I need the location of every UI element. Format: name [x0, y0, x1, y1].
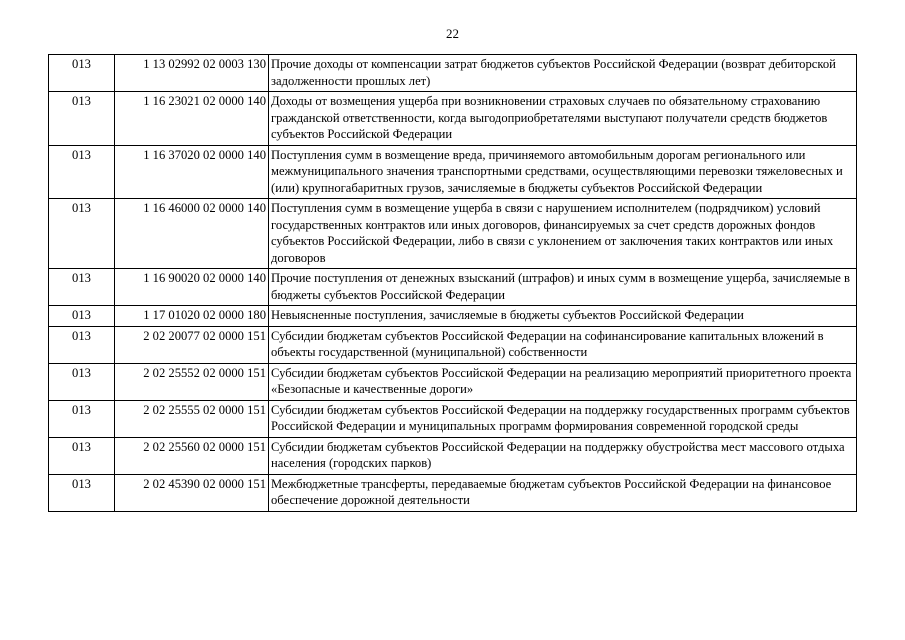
revenue-name-cell: Поступления сумм в возмещение ущерба в связи с нарушением исполнителем (подрядчиком) условий государственных контрактов или иных договоров, финансируемых за счет средств дорожных фондов субъектов Российской Федерации, либо в связи с уклонением от заключения таких контрактов или иных договоров: [269, 199, 857, 269]
admin-code-cell: 013: [49, 269, 115, 306]
revenue-name-cell: Прочие поступления от денежных взысканий (штрафов) и иных сумм в возмещение ущерба, зачисляемые в бюджеты субъектов Российской Федерации: [269, 269, 857, 306]
kbk-code-cell: 2 02 25560 02 0000 151: [115, 437, 269, 474]
admin-code-cell: 013: [49, 199, 115, 269]
admin-code-cell: 013: [49, 363, 115, 400]
revenue-name-cell: Субсидии бюджетам субъектов Российской Федерации на реализацию мероприятий приоритетного проекта «Безопасные и качественные дороги»: [269, 363, 857, 400]
admin-code-cell: 013: [49, 400, 115, 437]
table-row: [49, 55, 857, 92]
admin-code-cell: 013: [49, 306, 115, 327]
table-row: [49, 474, 857, 511]
revenue-name-cell: Межбюджетные трансферты, передаваемые бюджетам субъектов Российской Федерации на финансовое обеспечение дорожной деятельности: [269, 474, 857, 511]
kbk-code-cell: 1 16 23021 02 0000 140: [115, 92, 269, 146]
kbk-code-cell: 2 02 25552 02 0000 151: [115, 363, 269, 400]
admin-code-cell: 013: [49, 474, 115, 511]
revenue-name-cell: Прочие доходы от компенсации затрат бюджетов субъектов Российской Федерации (возврат дебиторской задолженности прошлых лет): [269, 55, 857, 92]
table-row: [49, 400, 857, 437]
kbk-code-cell: 1 16 37020 02 0000 140: [115, 145, 269, 199]
revenue-name-cell: Доходы от возмещения ущерба при возникновении страховых случаев по обязательному страхованию гражданской ответственности, когда выгодоприобретателями выступают получатели средств бюджетов субъектов Российской Федерации: [269, 92, 857, 146]
table-row: [49, 199, 857, 269]
budget-revenue-table: [48, 54, 857, 512]
table-row: [49, 437, 857, 474]
kbk-code-cell: 2 02 25555 02 0000 151: [115, 400, 269, 437]
revenue-name-cell: Поступления сумм в возмещение вреда, причиняемого автомобильным дорогам регионального или межмуниципального значения транспортными средствами, осуществляющими перевозки тяжеловесных и (или) крупногабаритных грузов, зачисляемые в бюджеты субъектов Российской Федерации: [269, 145, 857, 199]
revenue-name-cell: Невыясненные поступления, зачисляемые в бюджеты субъектов Российской Федерации: [269, 306, 857, 327]
admin-code-cell: 013: [49, 145, 115, 199]
kbk-code-cell: 1 17 01020 02 0000 180: [115, 306, 269, 327]
revenue-name-cell: Субсидии бюджетам субъектов Российской Федерации на софинансирование капитальных вложений в объекты государственной (муниципальной) собственности: [269, 326, 857, 363]
admin-code-cell: 013: [49, 326, 115, 363]
admin-code-cell: 013: [49, 92, 115, 146]
kbk-code-cell: 1 16 46000 02 0000 140: [115, 199, 269, 269]
revenue-name-cell: Субсидии бюджетам субъектов Российской Федерации на поддержку государственных программ субъектов Российской Федерации и муниципальных программ формирования современной городской среды: [269, 400, 857, 437]
table-row: [49, 363, 857, 400]
table-row: [49, 145, 857, 199]
table-row: [49, 306, 857, 327]
table-row: [49, 326, 857, 363]
admin-code-cell: 013: [49, 55, 115, 92]
revenue-name-cell: Субсидии бюджетам субъектов Российской Федерации на поддержку обустройства мест массового отдыха населения (городских парков): [269, 437, 857, 474]
kbk-code-cell: 2 02 45390 02 0000 151: [115, 474, 269, 511]
page-number: 22: [446, 26, 459, 41]
kbk-code-cell: 1 13 02992 02 0003 130: [115, 55, 269, 92]
kbk-code-cell: 2 02 20077 02 0000 151: [115, 326, 269, 363]
table-row: [49, 269, 857, 306]
table-row: [49, 92, 857, 146]
admin-code-cell: 013: [49, 437, 115, 474]
kbk-code-cell: 1 16 90020 02 0000 140: [115, 269, 269, 306]
